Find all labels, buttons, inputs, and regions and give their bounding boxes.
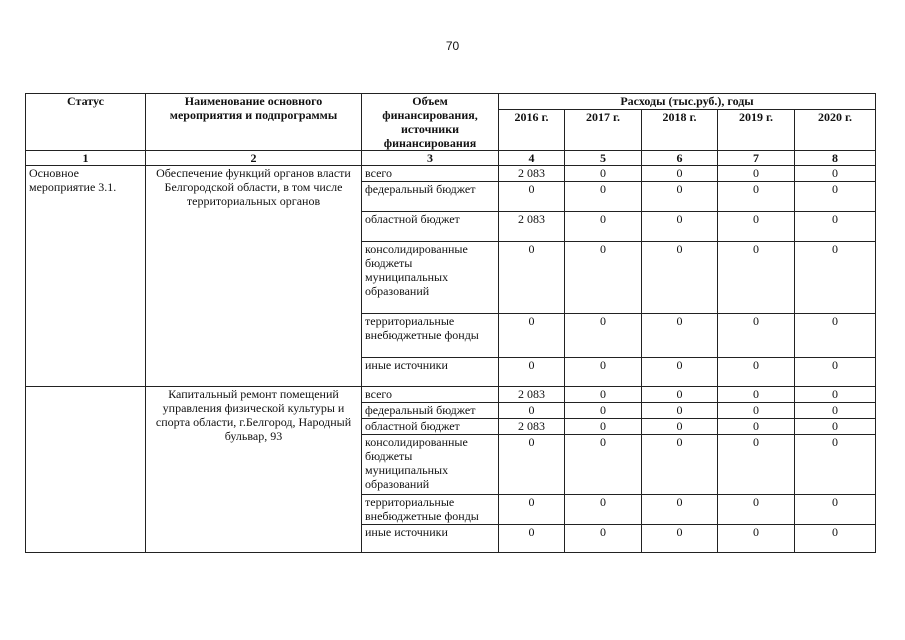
value-cell: 0 — [795, 495, 876, 525]
value-cell: 0 — [718, 525, 795, 553]
value-cell: 0 — [642, 387, 718, 403]
header-expenses: Расходы (тыс.руб.), годы — [499, 94, 876, 110]
value-cell: 0 — [565, 242, 642, 314]
header-year: 2016 г. — [499, 109, 565, 150]
value-cell: 0 — [718, 358, 795, 387]
page-number: 70 — [445, 39, 460, 53]
financing-table — [25, 93, 876, 553]
measure-name-cell: Обеспечение функций органов власти Белгородской области, в том числе территориальных органов — [146, 166, 362, 387]
value-cell: 0 — [718, 314, 795, 358]
value-cell: 0 — [565, 166, 642, 182]
source-cell: консолидированные бюджеты муниципальных образований — [362, 435, 499, 495]
value-cell: 0 — [718, 419, 795, 435]
value-cell: 0 — [718, 495, 795, 525]
header-year: 2017 г. — [565, 109, 642, 150]
source-cell: территориальные внебюджетные фонды — [362, 314, 499, 358]
value-cell: 0 — [565, 358, 642, 387]
source-cell: федеральный бюджет — [362, 182, 499, 212]
col-number: 6 — [642, 151, 718, 166]
value-cell: 0 — [718, 242, 795, 314]
value-cell: 0 — [565, 495, 642, 525]
col-number: 5 — [565, 151, 642, 166]
column-number-row — [26, 151, 876, 166]
value-cell: 0 — [718, 435, 795, 495]
value-cell: 0 — [499, 435, 565, 495]
value-cell: 0 — [565, 387, 642, 403]
header-name: Наименование основного мероприятия и подпрограммы — [146, 94, 362, 151]
status-cell — [26, 387, 146, 553]
header-year: 2019 г. — [718, 109, 795, 150]
value-cell: 0 — [718, 166, 795, 182]
value-cell: 0 — [642, 403, 718, 419]
header-status: Статус — [26, 94, 146, 151]
value-cell: 0 — [499, 182, 565, 212]
value-cell: 0 — [642, 314, 718, 358]
value-cell: 0 — [499, 403, 565, 419]
value-cell: 0 — [718, 182, 795, 212]
value-cell: 0 — [642, 358, 718, 387]
value-cell: 0 — [565, 435, 642, 495]
value-cell: 0 — [795, 242, 876, 314]
value-cell: 0 — [795, 387, 876, 403]
source-cell: областной бюджет — [362, 419, 499, 435]
value-cell: 0 — [642, 495, 718, 525]
value-cell: 0 — [499, 525, 565, 553]
value-cell: 0 — [795, 525, 876, 553]
col-number: 2 — [146, 151, 362, 166]
value-cell: 2 083 — [499, 166, 565, 182]
value-cell: 0 — [718, 387, 795, 403]
value-cell: 0 — [565, 212, 642, 242]
table-body — [26, 166, 876, 553]
value-cell: 0 — [795, 182, 876, 212]
source-cell: консолидированные бюджеты муниципальных образований — [362, 242, 499, 314]
source-cell: областной бюджет — [362, 212, 499, 242]
value-cell: 0 — [642, 419, 718, 435]
value-cell: 0 — [565, 525, 642, 553]
table-row — [26, 387, 876, 403]
measure-name-cell: Капитальный ремонт помещений управления физической культуры и спорта области, г.Белгород, Народный бульвар, 93 — [146, 387, 362, 553]
value-cell: 0 — [565, 419, 642, 435]
source-cell: всего — [362, 166, 499, 182]
col-number: 3 — [362, 151, 499, 166]
value-cell: 0 — [718, 403, 795, 419]
value-cell: 0 — [795, 212, 876, 242]
source-cell: иные источники — [362, 525, 499, 553]
col-number: 7 — [718, 151, 795, 166]
value-cell: 0 — [795, 419, 876, 435]
header-row-top — [26, 94, 876, 110]
value-cell: 0 — [795, 358, 876, 387]
value-cell: 0 — [642, 525, 718, 553]
value-cell: 0 — [795, 403, 876, 419]
value-cell: 0 — [795, 314, 876, 358]
value-cell: 0 — [642, 166, 718, 182]
value-cell: 0 — [642, 182, 718, 212]
value-cell: 2 083 — [499, 387, 565, 403]
header-year: 2020 г. — [795, 109, 876, 150]
value-cell: 0 — [499, 358, 565, 387]
value-cell: 0 — [499, 242, 565, 314]
source-cell: иные источники — [362, 358, 499, 387]
status-cell: Основное мероприятие 3.1. — [26, 166, 146, 387]
value-cell: 0 — [565, 182, 642, 212]
value-cell: 0 — [795, 435, 876, 495]
value-cell: 0 — [642, 212, 718, 242]
value-cell: 2 083 — [499, 419, 565, 435]
value-cell: 2 083 — [499, 212, 565, 242]
value-cell: 0 — [795, 166, 876, 182]
value-cell: 0 — [499, 314, 565, 358]
source-cell: территориальные внебюджетные фонды — [362, 495, 499, 525]
value-cell: 0 — [565, 403, 642, 419]
value-cell: 0 — [642, 435, 718, 495]
value-cell: 0 — [642, 242, 718, 314]
value-cell: 0 — [565, 314, 642, 358]
source-cell: федеральный бюджет — [362, 403, 499, 419]
col-number: 1 — [26, 151, 146, 166]
value-cell: 0 — [499, 495, 565, 525]
col-number: 8 — [795, 151, 876, 166]
col-number: 4 — [499, 151, 565, 166]
source-cell: всего — [362, 387, 499, 403]
header-year: 2018 г. — [642, 109, 718, 150]
header-volume: Объем финансирования, источники финансирования — [362, 94, 499, 151]
table-row — [26, 166, 876, 182]
value-cell: 0 — [718, 212, 795, 242]
